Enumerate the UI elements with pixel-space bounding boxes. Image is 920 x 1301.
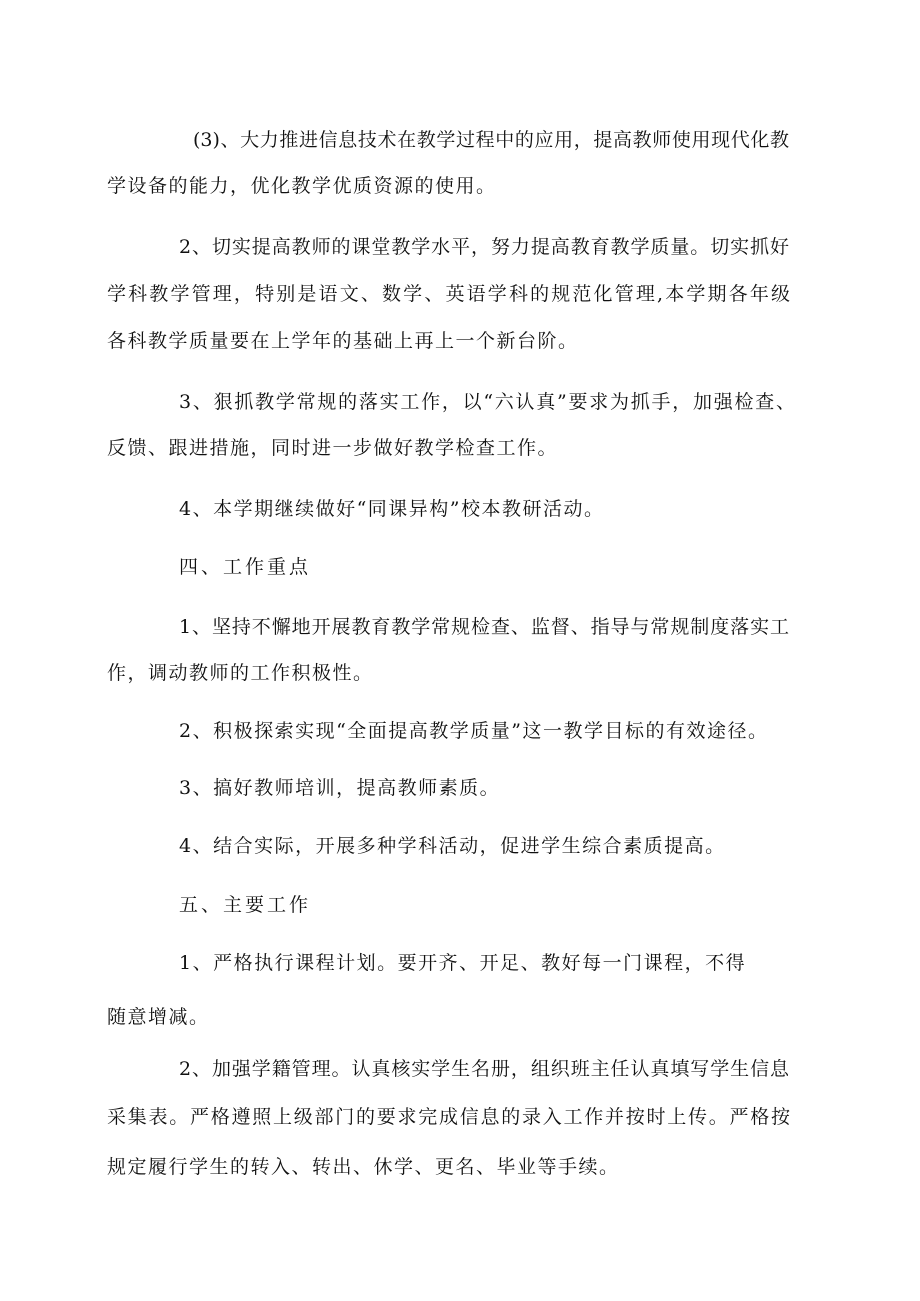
paragraph-12-line-1: 2、加强学籍管理。认真核实学生名册，组织班主任认真填写学生信息 — [179, 1058, 789, 1080]
section-heading-five: 五、主要工作 — [179, 894, 312, 916]
paragraph-11-line-1: 1、严格执行课程计划。要开齐、开足、教好每一门课程，不得 — [179, 952, 747, 974]
paragraph-2-line-2: 学科教学管理，特别是语文、数学、英语学科的规范化管理,本学期各年级 — [107, 283, 790, 305]
paragraph-3-line-2: 反馈、跟进措施，同时进一步做好教学检查工作。 — [107, 437, 559, 459]
paragraph-2-line-1: 2、切实提高教师的课堂教学水平，努力提高教育教学质量。切实抓好 — [179, 236, 789, 258]
paragraph-6-line-2: 作，调动教师的工作积极性。 — [107, 662, 374, 684]
paragraph-12-line-3: 规定履行学生的转入、转出、休学、更名、毕业等手续。 — [107, 1156, 620, 1178]
paragraph-7-line-1: 2、积极探索实现“全面提高教学质量”这一教学目标的有效途径。 — [179, 720, 769, 742]
paragraph-9-line-1: 4、结合实际，开展多种学科活动，促进学生综合素质提高。 — [179, 835, 726, 857]
paragraph-6-line-1: 1、坚持不懈地开展教育教学常规检查、监督、指导与常规制度落实工 — [179, 616, 789, 638]
paragraph-1-line-2: 学设备的能力，优化教学优质资源的使用。 — [107, 175, 497, 197]
paragraph-4-line-1: 4、本学期继续做好“同课异构”校本教研活动。 — [179, 498, 605, 520]
paragraph-2-line-3: 各科教学质量要在上学年的基础上再上一个新台阶。 — [107, 330, 579, 352]
paragraph-8-line-1: 3、搞好教师培训，提高教师素质。 — [179, 777, 501, 799]
paragraph-1-line-1: (3)、大力推进信息技术在教学过程中的应用，提高教师使用现代化教 — [193, 129, 789, 151]
paragraph-3-line-1: 3、狠抓教学常规的落实工作，以“六认真”要求为抓手，加强检查、 — [179, 391, 795, 413]
paragraph-11-line-2: 随意增减。 — [107, 1006, 210, 1028]
section-heading-four: 四、工作重点 — [179, 556, 312, 578]
paragraph-12-line-2: 采集表。严格遵照上级部门的要求完成信息的录入工作并按时上传。严格按 — [107, 1106, 790, 1128]
